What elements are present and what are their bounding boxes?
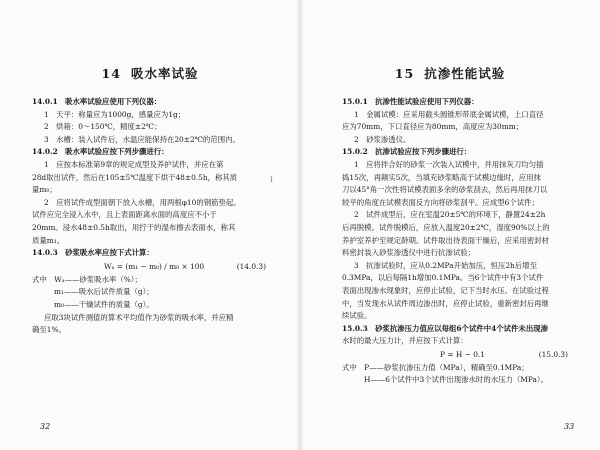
chapter-body — [342, 96, 574, 387]
page-number: 33 — [564, 422, 575, 431]
chapter-title-text: 吸水率试验 — [130, 66, 199, 81]
formula-expression: Wₐ = (m₁ − m₀) / m₀ × 100 — [104, 261, 205, 271]
formula-number: (14.0.3) — [236, 261, 266, 271]
formula-number: (15.0.3) — [538, 349, 568, 359]
paragraph-line: 量m₀； — [32, 185, 57, 195]
paragraph-line: 水时的最大压力计，并应按下式计算： — [342, 336, 468, 346]
clause-heading: 15.0.3 砂浆抗渗压力值应以每组6个试件中4个试件未出现渗 — [342, 323, 548, 333]
paragraph-line: 表面出现渗水现象时，应停止试验，记下当时水压。在试验过程 — [342, 285, 549, 295]
clause-heading: 15.0.2 抗渗试验应按下列步骤进行： — [342, 147, 472, 157]
where-line: m₀——干燥试件的质量（g）。 — [54, 299, 154, 309]
paragraph-line: 2 烘箱：0～150℃，精度±2℃； — [44, 122, 162, 132]
formula-expression: P = H − 0.1 — [440, 349, 485, 359]
paragraph-line: 中，当发现水从试件周边渗出时，应停止试验，重新密封后再继 — [342, 298, 549, 308]
chapter-title — [300, 64, 600, 82]
chapter-number: 15 — [394, 66, 415, 81]
margin-mark: I — [270, 176, 273, 184]
paragraph-line: 3 抗渗试验时，应从0.2MPa开始加压，恒压2h后增至 — [354, 260, 537, 270]
paragraph-line: 2 应将试件成型面朝下放入水槽，用两根φ10的钢筋垫起。 — [44, 197, 241, 207]
paragraph-line: 质量m₁。 — [32, 235, 65, 245]
paragraph-line: 2 试件成型后，应在室温20±5℃的环境下，静置24±2h — [354, 210, 546, 220]
paragraph-line: 确至1%。 — [32, 325, 66, 335]
where-line: m₁——吸水后试件质量（g）； — [54, 287, 154, 297]
paragraph-line: 料密封装入砂浆渗透仪中进行抗渗试验； — [342, 248, 476, 258]
chapter-title-text: 抗渗性能试验 — [424, 66, 506, 81]
paragraph-line: 刀以45°角一次性将试模表面多余的砂浆刮去，然后再用抹刀以 — [342, 185, 548, 195]
paragraph-line: 续试验。 — [342, 311, 372, 321]
clause-heading: 14.0.2 吸水率试验应按下列步骤进行： — [32, 147, 169, 157]
chapter-number: 14 — [101, 66, 121, 81]
paragraph-line: 较平的角度在试模表面反方向将砂浆刮平。应成型6个试件； — [342, 197, 539, 207]
paragraph-line: 1 天平：称量应为1000g，感量应为1g； — [44, 109, 186, 119]
clause-heading: 14.0.1 吸水率试验应使用下列仪器： — [32, 97, 162, 106]
where-line: 式中 P——砂浆抗渗压力值（MPa），精确至0.1MPa； — [342, 362, 529, 372]
chapter-title — [0, 64, 300, 82]
paragraph-line: 2 砂浆渗透仪。 — [354, 134, 411, 144]
paragraph-line: 应取3块试件测值的算术平均值作为砂浆的吸水率，并应精 — [44, 312, 234, 322]
paragraph-line: 1 金属试模：应采用截头圆锥形带底金属试模，上口直径 — [354, 109, 544, 119]
paragraph-line: 后再脱模。试件脱模后，应放入温度20±2℃，湿度90%以上的 — [342, 222, 550, 232]
where-line: 式中 Wₐ——砂浆吸水率（%）； — [32, 274, 142, 284]
where-line: H——6个试件中3个试件出现渗水时的水压力（MPa）。 — [364, 375, 548, 385]
chapter-body — [32, 96, 272, 337]
right-page — [300, 0, 600, 450]
formula — [32, 260, 272, 274]
paragraph-line: 1 应按本标准第9章的规定成型及养护试件，并应在第 — [44, 159, 224, 169]
paragraph-line: 3 水槽：装入试件后，水温应能保持在20±2℃的范围内。 — [44, 134, 240, 144]
paragraph-line: 28d取出试件，然后在105±5℃温度下烘干48±0.5h，称其质 — [32, 172, 238, 182]
paragraph-line: 1 应将拌合好的砂浆一次装入试模中，并用抹灰刀均匀插 — [354, 159, 544, 169]
paragraph-line: 养护室养护至规定龄期。试件取出待表面干燥后，应采用密封材 — [342, 235, 549, 245]
paragraph-line: 试件应完全浸入水中，且上表面距离水面的高度应不小于 — [32, 210, 217, 220]
paragraph-line: 捣15次，再颠实5次，当填充砂浆略高于试模边缘时，应用抹 — [342, 172, 541, 182]
page-number: 32 — [40, 422, 51, 431]
formula — [342, 348, 574, 362]
clause-heading: 15.0.1 抗渗性能试验应使用下列仪器： — [342, 97, 479, 106]
clause-heading: 14.0.3 砂浆吸水率应按下式计算： — [32, 248, 154, 258]
paragraph-line: 0.3MPa，以后每隔1h增加0.1MPa。当6个试件中有3个试件 — [342, 273, 544, 283]
paragraph-line: 20mm。浸水48±0.5h取出，用拧干的湿布擦去表面水，称其 — [32, 222, 236, 232]
paragraph-line: 应为70mm，下口直径应为80mm，高度应为30mm； — [342, 122, 524, 132]
